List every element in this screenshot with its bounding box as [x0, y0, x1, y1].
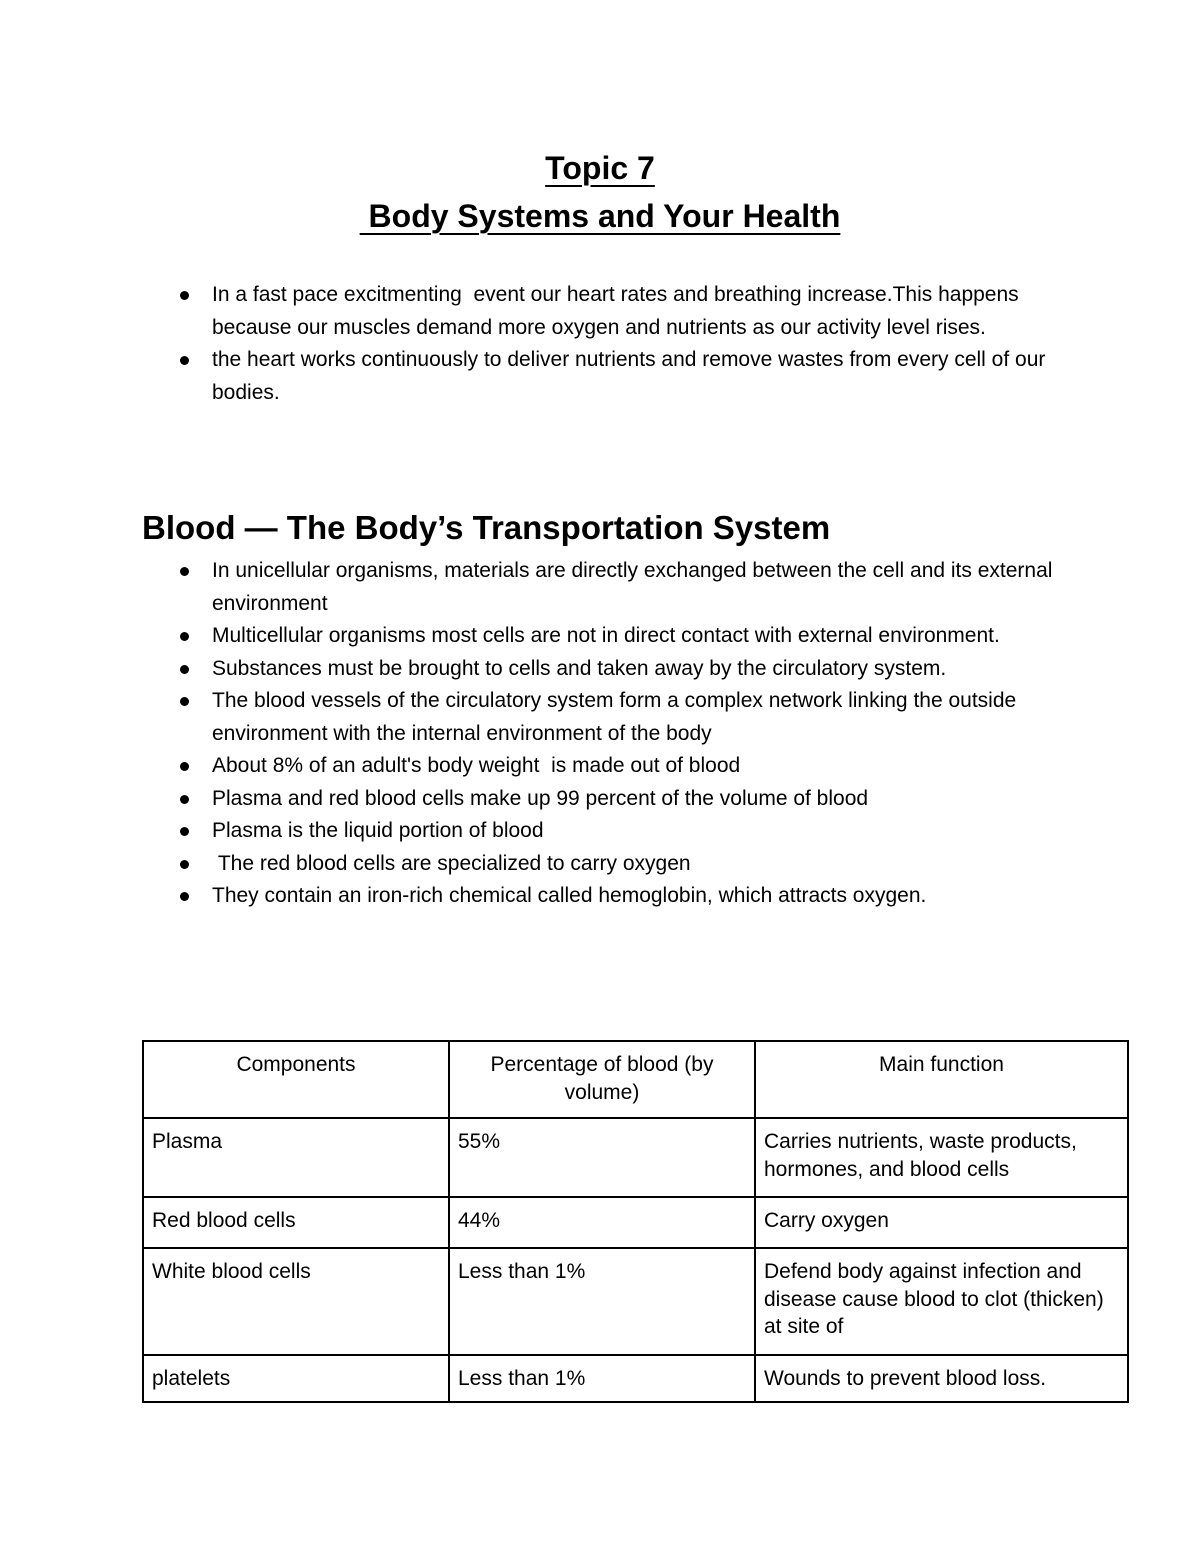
blood-bullet: About 8% of an adult's body weight is made out of blood — [212, 750, 1072, 783]
table-row — [143, 1118, 1128, 1197]
blood-bullet: Substances must be brought to cells and taken away by the circulatory system. — [212, 653, 1072, 686]
table-row — [143, 1355, 1128, 1402]
blood-bullet: In unicellular organisms, materials are directly exchanged between the cell and its external environment — [212, 555, 1072, 620]
table-row — [143, 1248, 1128, 1355]
cell-component: White blood cells — [143, 1248, 449, 1355]
blood-bullet: Multicellular organisms most cells are not in direct contact with external environment. — [212, 620, 1072, 653]
cell-function: Defend body against infection and disease cause blood to clot (thicken) at site of — [755, 1248, 1128, 1355]
cell-component: platelets — [143, 1355, 449, 1402]
intro-bullet: the heart works continuously to deliver nutrients and remove wastes from every cell of our bodies. — [212, 344, 1072, 409]
blood-bullet: Plasma is the liquid portion of blood — [212, 815, 1072, 848]
cell-percentage: Less than 1% — [449, 1248, 755, 1355]
table-header-row — [143, 1041, 1128, 1118]
cell-percentage: 55% — [449, 1118, 755, 1197]
cell-component: Plasma — [143, 1118, 449, 1197]
blood-bullet: The red blood cells are specialized to carry oxygen — [212, 848, 1072, 881]
cell-component: Red blood cells — [143, 1197, 449, 1248]
blood-bullet: Plasma and red blood cells make up 99 percent of the volume of blood — [212, 783, 1072, 816]
blood-bullet-list — [212, 555, 1072, 913]
cell-function: Wounds to prevent blood loss. — [755, 1355, 1128, 1402]
header-main-function: Main function — [755, 1041, 1128, 1118]
blood-bullet: They contain an iron-rich chemical called hemoglobin, which attracts oxygen. — [212, 880, 1072, 913]
cell-percentage: 44% — [449, 1197, 755, 1248]
cell-percentage: Less than 1% — [449, 1355, 755, 1402]
intro-bullet: In a fast pace excitmenting event our heart rates and breathing increase.This happens because our muscles demand more oxygen and nutrients as our activity level rises. — [212, 279, 1072, 344]
topic-subtitle: Body Systems and Your Health — [359, 198, 841, 234]
header-components: Components — [143, 1041, 449, 1118]
table-row — [143, 1197, 1128, 1248]
header-percentage: Percentage of blood (by volume) — [449, 1041, 755, 1118]
topic-title: Topic 7 — [545, 150, 655, 186]
blood-components-table — [142, 1040, 1129, 1403]
title-block — [0, 144, 1200, 240]
blood-bullet: The blood vessels of the circulatory system form a complex network linking the outside environment with the internal environment of the body — [212, 685, 1072, 750]
intro-bullet-list — [212, 279, 1072, 409]
cell-function: Carries nutrients, waste products, hormones, and blood cells — [755, 1118, 1128, 1197]
cell-function: Carry oxygen — [755, 1197, 1128, 1248]
blood-section-heading: Blood — The Body’s Transportation System — [142, 509, 831, 546]
